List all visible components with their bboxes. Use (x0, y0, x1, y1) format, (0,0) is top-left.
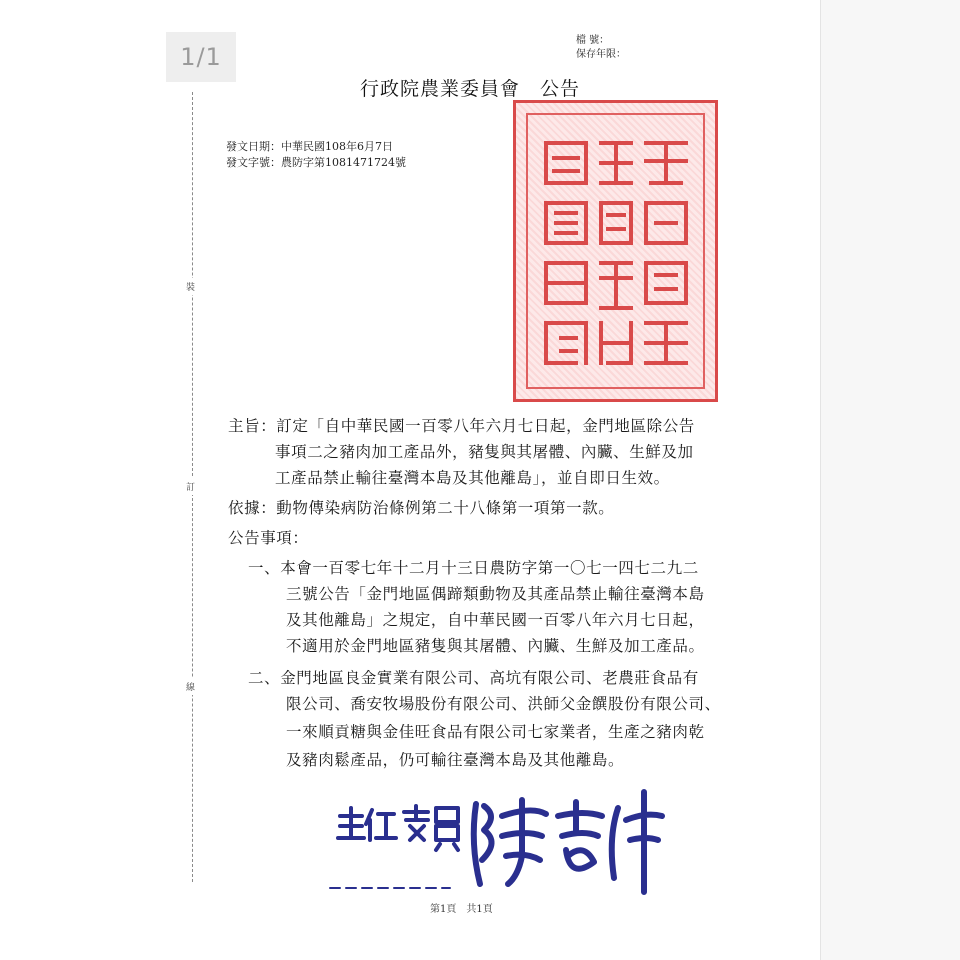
binding-mark-1: 裝 (186, 278, 195, 295)
issue-number: 發文字號：農防字第1081471724號 (226, 156, 406, 169)
retention-label: 保存年限： (576, 49, 626, 60)
page-indicator: 1/1 (166, 32, 236, 82)
document-title: 行政院農業委員會 公告 (360, 78, 581, 100)
subject-line-2: 事項二之豬肉加工產品外，豬隻與其屠體、內臟、生鮮及加 (275, 443, 694, 461)
seal-glyphs (516, 103, 715, 399)
binding-mark-3: 線 (186, 678, 195, 695)
binding-mark-2: 訂 (186, 478, 195, 495)
item2-line-1: 二、金門地區良金實業有限公司、高坑有限公司、老農莊食品有 (248, 669, 699, 687)
item1-line-2: 三號公告「金門地區偶蹄類動物及其產品禁止輸往臺灣本島 (286, 585, 705, 603)
page-footer: 第1頁 共1頁 (430, 904, 493, 915)
item1-line-4: 不適用於金門地區豬隻與其屠體、內臟、生鮮及加工產品。 (286, 637, 705, 655)
subject-line-3: 工產品禁止輸往臺灣本島及其他離島」，並自即日生效。 (275, 469, 670, 487)
basis-line: 依據：動物傳染病防治條例第二十八條第一項第一款。 (228, 499, 615, 517)
item2-line-3: 一來順貢糖與金佳旺食品有限公司七家業者，生產之豬肉乾 (286, 723, 705, 741)
issue-date: 發文日期：中華民國108年6月7日 (226, 140, 393, 153)
notice-heading: 公告事項： (228, 529, 309, 547)
item1-line-1: 一、本會一百零七年十二月十三日農防字第一〇七一四七二九二 (248, 559, 699, 577)
issue-info (226, 139, 406, 171)
item2-line-2: 限公司、喬安牧場股份有限公司、洪師父金饌股份有限公司、 (286, 695, 721, 713)
signature-block (326, 786, 686, 896)
subject-line-1: 主旨：訂定「自中華民國一百零八年六月七日起，金門地區除公告 (228, 417, 695, 435)
signature-drawing (326, 786, 686, 896)
file-number-label: 檔 號： (576, 35, 610, 46)
item2-line-4: 及豬肉鬆產品，仍可輸往臺灣本島及其他離島。 (286, 751, 625, 769)
viewer-background (820, 0, 960, 960)
item1-line-3: 及其他離島」之規定，自中華民國一百零八年六月七日起， (286, 611, 705, 629)
official-seal (513, 100, 718, 402)
